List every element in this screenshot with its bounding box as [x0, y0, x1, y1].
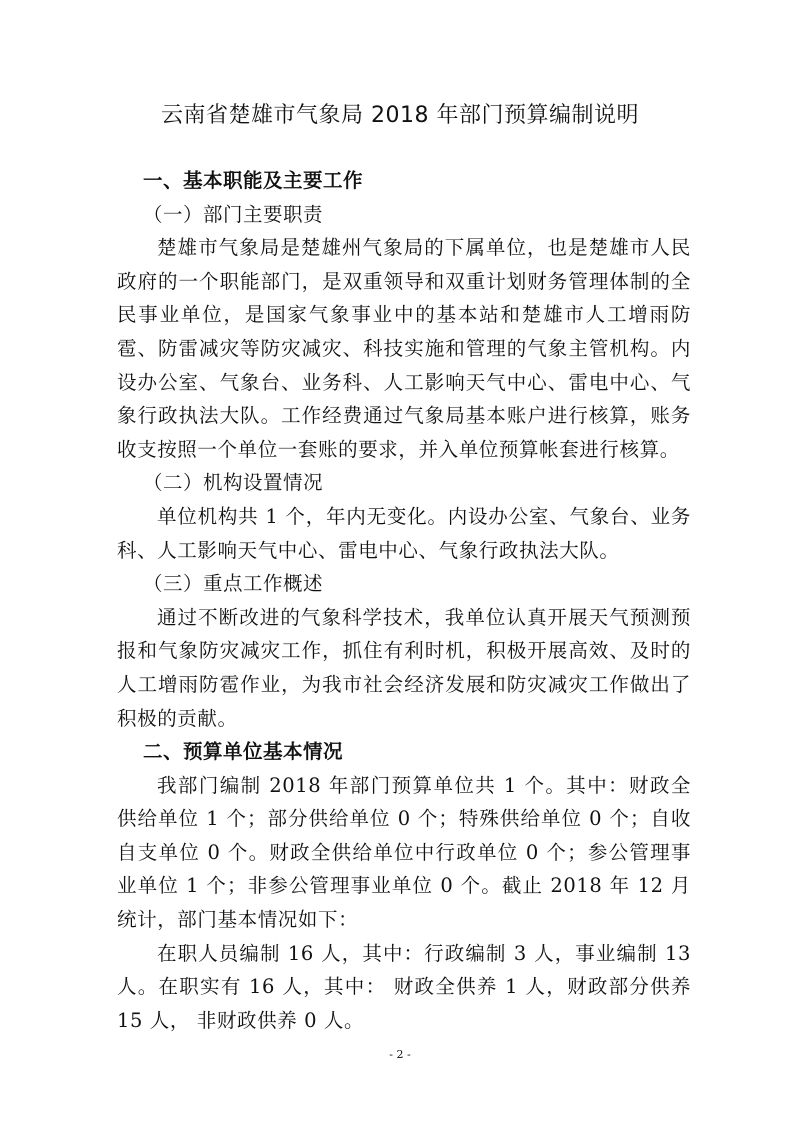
paragraph-staffing: 在职人员编制 16 人，其中：行政编制 3 人，事业编制 13 人。在职实有 16 人，其中： 财政全供养 1 人，财政部分供养 15 人， 非财政供养 0 人。	[117, 941, 691, 1032]
paragraph-main-duties: 楚雄市气象局是楚雄州气象局的下属单位，也是楚雄市人民政府的一个职能部门，是双重领导和双重计划财务管理体制的全民事业单位，是国家气象事业中的基本站和楚雄市人工增雨防雹、防雷减灾等防灾减灾、科技实施和管理的气象主管机构。内设办公室、气象台、业务科、人工影响天气中心、雷电中心、气象行政执法大队。工作经费通过气象局基本账户进行核算，账务收支按照一个单位一套账的要求，并入单位预算帐套进行核算。	[117, 236, 691, 461]
document-body	[117, 164, 691, 1037]
subsection-heading-organization: （二）机构设置情况	[143, 471, 324, 495]
document-title: 云南省楚雄市气象局 2018 年部门预算编制说明	[161, 103, 639, 128]
subsection-heading-key-work: （三）重点工作概述	[143, 572, 324, 596]
paragraph-key-work: 通过不断改进的气象科学技术，我单位认真开展天气预测预报和气象防灾减灾工作，抓住有利时机，积极开展高效、及时的人工增雨防雹作业，为我市社会经济发展和防灾减灾工作做出了积极的贡献。	[117, 605, 691, 730]
page-number: - 2 -	[389, 1048, 411, 1061]
paragraph-organization: 单位机构共 1 个，年内无变化。内设办公室、气象台、业务科、人工影响天气中心、雷电中心、气象行政执法大队。	[117, 504, 691, 562]
section-heading-budget-units: 二、预算单位基本情况	[143, 740, 344, 764]
subsection-heading-main-duties: （一）部门主要职责	[143, 202, 324, 226]
paragraph-budget-units: 我部门编制 2018 年部门预算单位共 1 个。其中：财政全供给单位 1 个；部分供给单位 0 个；特殊供给单位 0 个；自收自支单位 0 个。财政全供给单位中行政单位 0 个；参公管理事业单位 1 个；非参公管理事业单位 0 个。截止 2018 年 12 月统计，部门基本情况如下：	[117, 773, 691, 932]
section-heading-basic-functions: 一、基本职能及主要工作	[143, 169, 364, 192]
